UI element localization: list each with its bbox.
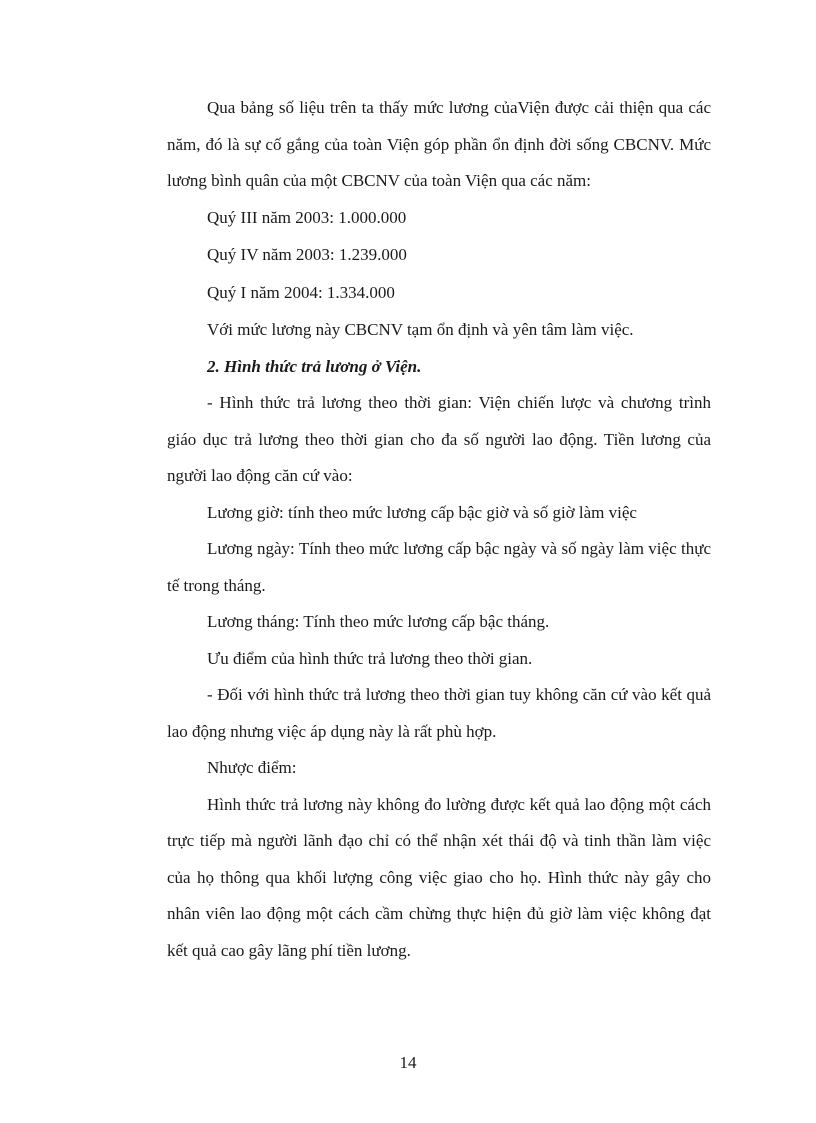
body-text [167,90,711,969]
paragraph-hourly-wage: Lương giờ: tính theo mức lương cấp bậc giờ và số giờ làm việc [207,502,637,522]
paragraph-q1-2004: Quý I năm 2004: 1.334.000 [207,282,395,302]
section-heading: 2. Hình thức trả lương ở Viện. [207,356,422,376]
paragraph-monthly-wage: Lương tháng: Tính theo mức lương cấp bậc tháng. [207,612,550,631]
paragraph-advantages: - Đối với hình thức trả lương theo thời gian tuy không căn cứ vào kết quả lao động nhưng việc áp dụng này là rất phù hợp. [167,685,711,741]
paragraph-advantages-title: Ưu điểm của hình thức trả lương theo thời gian. [207,648,533,668]
paragraph-time-based-pay: - Hình thức trả lương theo thời gian: Viện chiến lược và chương trình giáo dục trả lương theo thời gian cho đa số người lao động. Tiền lương của người lao động căn cứ vào: [167,393,711,485]
paragraph-disadvantages: Hình thức trả lương này không đo lường được kết quả lao động một cách trực tiếp mà người lãnh đạo chỉ có thể nhận xét thái độ và tinh thần làm việc của họ thông qua khối lượng công việc giao cho họ. Hình thức này gây cho nhân viên lao động một cách cầm chừng thực hiện đủ giờ làm việc không đạt kết quả cao gây lãng phí tiền lương. [167,794,711,960]
paragraph-q4-2003: Quý IV năm 2003: 1.239.000 [207,245,407,264]
paragraph-q3-2003: Quý III năm 2003: 1.000.000 [207,207,407,227]
paragraph-salary-improvement: Qua bảng số liệu trên ta thấy mức lương củaViện được cải thiện qua các năm, đó là sự cố gắng của toàn Viện góp phần ổn định đời sống CBCNV. Mức lương bình quân của một CBCNV của toàn Viện qua các năm: [167,98,711,190]
paragraph-disadvantages-title: Nhược điểm: [207,758,297,777]
paragraph-stable-salary: Với mức lương này CBCNV tạm ổn định và yên tâm làm việc. [207,320,634,339]
paragraph-daily-wage: Lương ngày: Tính theo mức lương cấp bậc ngày và số ngày làm việc thực tế trong tháng. [167,539,711,595]
page-number: 14 [399,1053,417,1072]
